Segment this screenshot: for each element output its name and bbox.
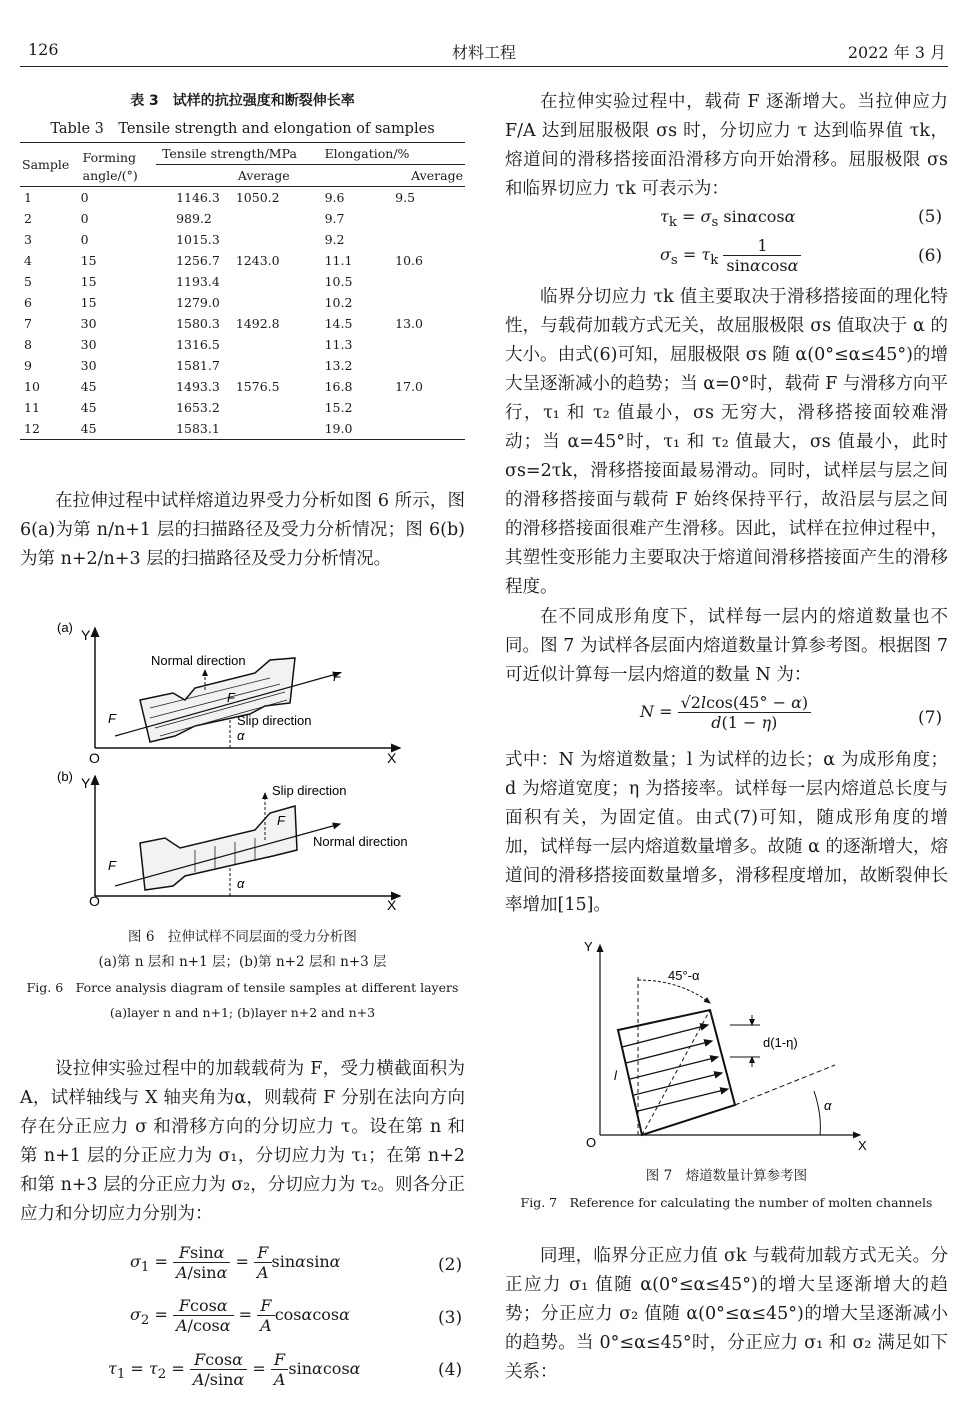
table-cell [236,229,313,250]
table-cell: 5 [24,274,32,289]
fig7-y-label: Y [584,939,593,954]
fig6b-y-label: Y [81,775,91,791]
table-cell: 16.8 [324,379,353,394]
eq-number-5: (5) [918,207,943,227]
table-cell: 1576.5 [235,379,280,394]
fig7-alpha-line [735,1065,835,1105]
left-paragraph-1: 在拉伸过程中试样熔道边界受力分析如图 6 所示，图 6(a)为第 n/n+1 层的扫描路径及受力分析情况；图 6(b)为第 n+2/n+3 层的扫描路径及受力分析情况。 [20,491,465,569]
table-cell [393,397,465,418]
fig6a-f-right: F [333,669,341,684]
fig7-angle-label: 45°-α [668,968,700,983]
table-cell: 1653.2 [176,400,220,415]
table-cell [393,229,465,250]
table-cell: 45 [80,379,97,394]
table-cell: 7 [24,316,32,331]
fig6b-x-label: X [387,897,397,913]
table-cell: 10.5 [324,274,353,289]
table-row [20,397,465,418]
equation-5: $\tau_k = \sigma_s$ sinαcosα [660,207,796,231]
fig7-l-label: l [614,1068,617,1083]
eq-number-3: (3) [438,1308,463,1328]
right-paragraph-4: 式中：N 为熔道数量；l 为试样的边长；α 为成形角度；d 为熔道宽度；η 为搭接率。试样每一层内熔道总长度与面积有关，为固定值。由式(7)可知，随成形角度的增加，试样每一层内熔道数量增多。故随 α 的逐渐增大，熔道间的滑移搭接面数量增多，滑移程度增加，故断裂伸长率增加[15]。 [505,750,948,915]
table-cell: 9.5 [395,190,416,205]
col-sample: Sample [22,157,70,172]
table-cell [393,418,465,440]
table-row [20,250,465,271]
header-rule [20,66,948,67]
fig6b-f-mid: F [277,813,285,828]
table-row [20,313,465,334]
col-tensile: Tensile strength/MPa [156,143,313,165]
table-cell: 12 [24,421,40,436]
table-row [20,229,465,250]
table-row [20,292,465,313]
table-cell: 15 [80,253,97,268]
fig6a-origin: O [89,750,100,766]
fig6a-slip-label: Slip direction [237,713,312,728]
right-paragraph-1: 在拉伸实验过程中，载荷 F 逐渐增大。当拉伸应力 F/A 达到屈服极限 σs 时，分切应力 τ 达到临界值 τk，熔道间的滑移搭接面沿滑移方向开始滑移。屈服极限 σs 和临界切应力 τk 可表示为： [505,92,948,199]
equation-7: N = $\frac{√2lcos(45^\circ - \alpha)}{d(1 - \eta)}$ [640,693,811,732]
table-row [20,355,465,376]
table-cell: 45 [80,400,97,415]
table-cell: 0 [80,190,89,205]
fig7-angle-arc [638,980,710,1003]
table-cell [236,418,313,440]
right-paragraph-2: 临界分切应力 τk 值主要取决于滑移搭接面的理化特性，与载荷加载方式无关，故屈服极限 σs 值取决于 α 的大小。由式(6)可知，屈服极限 σs 随 α(0°≤α≤45°)的增大呈逐渐减小的趋势；当 α=0°时，载荷 F 与滑移方向平行，τ₁ 和 τ₂ 值最小，σs 无穷大，滑移搭接面较难滑动；当 α=45°时，τ₁ 和 τ₂ 值最大，σs 值最小，此时 σs=2τk，滑移搭接面最易滑动。同时，试样层与层之间的滑移搭接面与载荷 F 始终保持平行，故沿层与层之间的滑移搭接面很难产生滑移。因此，试样在拉伸过程中，其塑性变形能力主要取决于熔道间滑移搭接面产生的滑移程度。 [505,287,948,597]
col-angle-1: Forming [82,149,137,165]
fig6a-f-mid: F [227,690,235,705]
col-angle-2: angle/(°) [82,167,138,183]
fig6b-slip-label: Slip direction [272,783,347,798]
table-cell: 9.6 [324,190,345,205]
eq-number-2: (2) [438,1255,463,1275]
table-cell: 0 [80,211,89,226]
table-cell: 15.2 [324,400,353,415]
table-cell: 11.3 [324,337,353,352]
table-cell: 1050.2 [235,190,280,205]
table-cell: 2 [24,211,32,226]
table-cell: 1256.7 [176,253,220,268]
fig6-label-a: (a) [57,620,73,635]
table-cell: 11.1 [324,253,353,268]
table3-title-cn: 表 3 试样的抗拉强度和断裂伸长率 [130,93,355,109]
table-cell [236,208,313,229]
eq-number-4: (4) [438,1360,463,1380]
table-cell: 11 [24,400,40,415]
table-cell: 1492.8 [235,316,280,331]
table-cell: 1015.3 [176,232,220,247]
table-cell: 3 [24,232,32,247]
fig6a-x-label: X [387,750,397,766]
table-row [20,187,465,209]
col-ts-average: Average [237,168,290,183]
table-row [20,418,465,440]
fig7-d-label: d(1-η) [763,1035,798,1050]
equation-4: $\tau_1 = \tau_2$ = $\frac{Fcos\alpha}{A/\sin\alpha}$ = $\frac{F}{A}$ sinαcosα [108,1350,361,1389]
fig6-subcaption-en: (a)layer n and n+1; (b)layer n+2 and n+3 [109,1005,376,1020]
fig6b-normal-label: Normal direction [313,834,408,849]
left-paragraph-2: 设拉伸实验过程中的加载载荷为 F，受力横截面积为 A，试样轴线与 X 轴夹角为α，则载荷 F 分别在法向方向存在分正应力 σ 和滑移方向的分切应力 τ。设在第 n 和第 n+1 层的分正应力为 σ₁，分切应力为 τ₁；在第 n+2 和第 n+3 层的分正应力为 σ₂，分切应力为 τ₂。则各分正应力和分切应力分别为： [20,1059,465,1224]
table-cell: 15 [80,295,97,310]
fig7-origin: O [586,1135,597,1150]
equation-3: $\sigma_2$ = $\frac{Fcos\alpha}{A/\cos\alpha}$ = $\frac{F}{A}$ cosαcosα [130,1296,350,1335]
table-cell: 6 [24,295,32,310]
col-el-average: Average [411,168,463,183]
fig7-alpha-arc [814,1091,820,1135]
table-cell [236,271,313,292]
table-cell: 1580.3 [176,316,220,331]
fig6b-alpha: α [237,876,245,891]
table-cell [236,292,313,313]
fig6a-alpha: α [237,728,245,743]
table-cell: 9.7 [324,211,345,226]
fig6a-f-left: F [108,711,116,726]
fig7-caption-en: Fig. 7 Reference for calculating the number of molten channels [520,1195,933,1210]
table-cell [236,334,313,355]
table-cell: 1279.0 [176,295,220,310]
figure-7 [580,935,880,1155]
table-cell: 9.2 [324,232,345,247]
table-cell: 14.5 [324,316,353,331]
eq-number-7: (7) [918,708,943,728]
fig6b-f-left: F [108,858,116,873]
table-cell: 19.0 [324,421,353,436]
table-cell: 1581.7 [176,358,220,373]
journal-name: 材料工程 [452,43,517,62]
table-cell [393,208,465,229]
table-cell: 30 [80,358,97,373]
table3-title-en: Table 3 Tensile strength and elongation of samples [50,121,435,137]
table-cell: 9 [24,358,32,373]
table-cell: 1243.0 [235,253,280,268]
table-cell: 1316.5 [176,337,220,352]
fig6a-y-label: Y [81,627,91,643]
table-cell: 1493.3 [176,379,220,394]
table-cell: 8 [24,337,32,352]
eq-number-6: (6) [918,246,943,266]
fig6b-origin: O [89,893,100,909]
fig7-alpha: α [824,1098,832,1113]
fig7-x-label: X [858,1138,867,1153]
table-row [20,376,465,397]
table-cell: 30 [80,337,97,352]
table-cell: 30 [80,316,97,331]
table-cell: 1146.3 [176,190,220,205]
figure-6 [55,618,435,918]
table-cell: 0 [80,232,89,247]
table-cell: 989.2 [176,211,212,226]
fig6-caption-en: Fig. 6 Force analysis diagram of tensile samples at different layers [26,980,459,995]
table-cell: 15 [80,274,97,289]
table-cell: 17.0 [395,379,423,394]
table-cell [393,334,465,355]
table-cell: 10 [24,379,40,394]
col-elongation: Elongation/% [313,143,465,165]
table-cell: 13.0 [395,316,423,331]
table-row [20,208,465,229]
table-cell: 10.6 [395,253,423,268]
table-cell [236,355,313,376]
table-cell: 10.2 [324,295,353,310]
equation-2: $\sigma_1$ = $\frac{Fsin\alpha}{A/\sin\alpha}$ = $\frac{F}{A}$ sinαsinα [130,1243,341,1282]
table-row [20,271,465,292]
page-number: 126 [28,40,59,59]
right-paragraph-5: 同理，临界分正应力值 σk 与载荷加载方式无关。分正应力 σ₁ 值随 α(0°≤α≤45°)的增大呈逐渐增大的趋势；分正应力 σ₂ 值随 α(0°≤α≤45°)的增大呈逐渐减小的趋势。当 0°≤α≤45°时，分正应力 σ₁ 和 σ₂ 满足如下关系： [505,1246,948,1382]
fig6a-normal-label: Normal direction [151,653,246,668]
issue-date: 2022 年 3 月 [847,43,946,62]
table-cell [393,271,465,292]
table-cell: 1 [24,190,32,205]
table-cell: 45 [80,421,97,436]
fig7-caption-cn: 图 7 熔道数量计算参考图 [645,1168,808,1184]
fig6-subcaption-cn: (a)第 n 层和 n+1 层；(b)第 n+2 层和 n+3 层 [98,954,387,970]
fig6b-sample [140,806,297,890]
table-cell: 1193.4 [176,274,220,289]
table-cell: 1583.1 [176,421,220,436]
table-cell: 13.2 [324,358,353,373]
fig6-caption-cn: 图 6 拉伸试样不同层面的受力分析图 [128,929,357,945]
fig6-label-b: (b) [57,769,73,784]
table3 [20,142,465,440]
equation-6: $\sigma_s = \tau_k$ $\frac{1}{\sin\alpha\cos\alpha}$ [660,236,801,275]
table-cell: 4 [24,253,32,268]
table-cell [393,355,465,376]
table-row [20,334,465,355]
table-cell [393,292,465,313]
table-cell [236,397,313,418]
right-paragraph-3: 在不同成形角度下，试样每一层内的熔道数量也不同。图 7 为试样各层面内熔道数量计算参考图。根据图 7 可近似计算每一层内熔道的数量 N 为： [505,607,948,685]
